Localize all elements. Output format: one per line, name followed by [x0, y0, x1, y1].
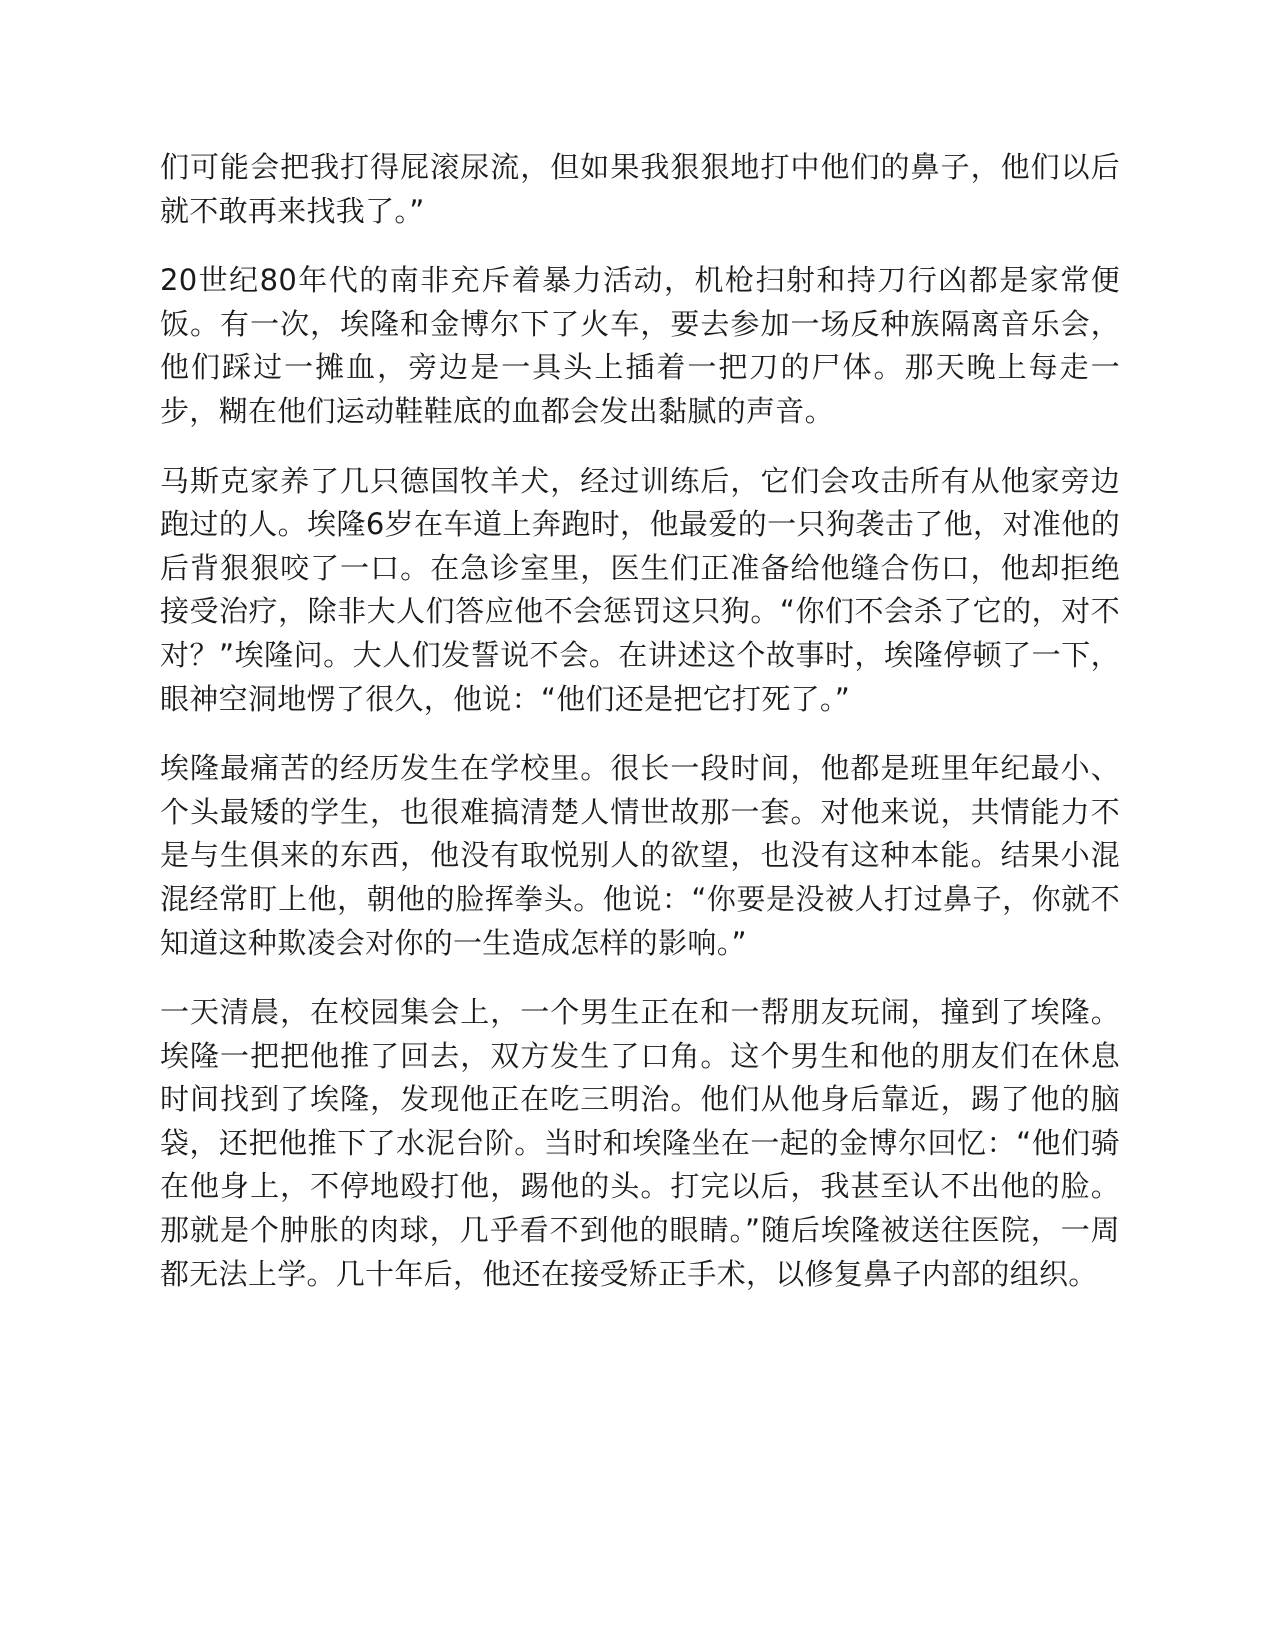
paragraph-3: 马斯克家养了几只德国牧羊犬，经过训练后，它们会攻击所有从他家旁边跑过的人。埃隆6岁在车道上奔跑时，他最爱的一只狗袭击了他，对准他的后背狠狠咬了一口。在急诊室里，医生们正准备给他缝合伤口，他却拒绝接受治疗，除非大人们答应他不会惩罚这只狗。“你们不会杀了它的，对不对？”埃隆问。大人们发誓说不会。在讲述这个故事时，埃隆停顿了一下，眼神空洞地愣了很久，他说：“他们还是把它打死了。”	[160, 463, 1120, 716]
paragraph-4: 埃隆最痛苦的经历发生在学校里。很长一段时间，他都是班里年纪最小、个头最矮的学生，也很难搞清楚人情世故那一套。对他来说，共情能力不是与生俱来的东西，他没有取悦别人的欲望，也没有这种本能。结果小混混经常盯上他，朝他的脸挥拳头。他说：“你要是没被人打过鼻子，你就不知道这种欺凌会对你的一生造成怎样的影响。”	[160, 751, 1120, 960]
paragraph-2: 20世纪80年代的南非充斥着暴力活动，机枪扫射和持刀行凶都是家常便饭。有一次，埃隆和金博尔下了火车，要去参加一场反种族隔离音乐会，他们踩过一摊血，旁边是一具头上插着一把刀的尸体。那天晚上每走一步，糊在他们运动鞋鞋底的血都会发出黏腻的声音。	[160, 263, 1120, 428]
body-text	[160, 146, 1120, 1322]
paragraph-5: 一天清晨，在校园集会上，一个男生正在和一帮朋友玩闹，撞到了埃隆。埃隆一把把他推了回去，双方发生了口角。这个男生和他的朋友们在休息时间找到了埃隆，发现他正在吃三明治。他们从他身后靠近，踢了他的脑袋，还把他推下了水泥台阶。当时和埃隆坐在一起的金博尔回忆：“他们骑在他身上，不停地殴打他，踢他的头。打完以后，我甚至认不出他的脸。那就是个肿胀的肉球，几乎看不到他的眼睛。”随后埃隆被送往医院，一周都无法上学。几十年后，他还在接受矫正手术，以修复鼻子内部的组织。	[160, 995, 1120, 1291]
paragraph-1: 们可能会把我打得屁滚尿流，但如果我狠狠地打中他们的鼻子，他们以后就不敢再来找我了。”	[160, 150, 1120, 228]
